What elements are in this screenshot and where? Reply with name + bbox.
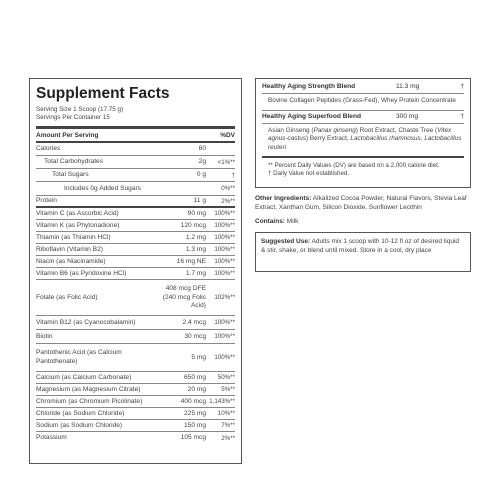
nutrient-table [36,143,235,444]
nutrient-dv: 100%** [214,354,235,362]
nutrient-name: Magnesium (as Magnesium Citrate) [36,385,141,393]
facts-title: Supplement Facts [36,85,170,102]
nutrient-dv: 100%** [214,270,235,278]
footnote-dagger: † Daily Value not established. [268,170,350,178]
nutrient-row [36,396,235,408]
nutrient-row [36,156,235,169]
nutrient-name: Total Sugars [52,171,89,179]
nutrient-row [36,420,235,432]
nutrient-amount: 0 g [196,171,206,179]
nutrient-dv: 2%** [221,197,235,205]
nutrient-amount: 2.4 mcg [182,318,206,326]
nutrient-dv: 100%** [214,246,235,254]
nutrient-name: Biotin [36,332,53,340]
nutrient-name: Chloride (as Sodium Chloride) [36,409,125,417]
other-ingredients-text: Alkalized Cocoa Powder, Natural Flavors, Stevia Leaf Extract, Xanthan Gum, Silicon Dioxide, Sunflower Lecithin [255,195,467,211]
nutrient-dv: 100%** [214,319,235,327]
nutrient-name: Riboflavin (Vitamin B2) [36,245,103,253]
nutrient-dv: 100%** [214,258,235,266]
nutrient-name: Vitamin C (as Ascorbic Acid) [36,209,119,217]
nutrient-row [36,372,235,384]
nutrient-name: Calories [36,145,61,153]
nutrient-row [36,220,235,232]
nutrient-amount: 1.7 mg [185,269,206,277]
header-amount-per-serving: Amount Per Serving [36,132,99,140]
nutrient-name: Potassium [36,434,67,442]
nutrient-dv: 100%** [214,333,235,341]
nutrient-dv: 5%** [221,386,235,394]
nutrient-dv: 100%** [214,234,235,242]
nutrient-row [36,169,235,182]
nutrient-name: Vitamin K (as Phytonadione) [36,221,120,229]
nutrient-amount: 120 mcg [180,221,206,229]
contains-text: Milk [286,218,299,225]
strength-blend-amount: 11.3 mg [396,83,420,90]
nutrient-amount: 650 mg [184,373,206,381]
superfood-blend-amount: 300 mg [396,112,418,120]
nutrient-amount: 225 mg [184,409,206,417]
nutrient-dv: 100%** [214,222,235,230]
nutrient-row [36,344,235,372]
nutrient-dv: 10%** [217,410,235,418]
nutrient-amount: 1.2 mg [185,233,206,241]
nutrient-name: Vitamin B6 (as Pyridoxine HCl) [36,269,127,277]
serving-size: Serving Size 1 Scoop (17.75 g) [36,106,124,113]
nutrient-row [36,143,235,156]
nutrient-name: Calcium (as Calcium Carbonate) [36,373,132,381]
nutrient-amount: 2g [198,158,206,166]
nutrient-name: Protein [36,197,57,205]
nutrient-name: Sodium (as Sodium Chloride) [36,421,123,429]
nutrient-dv: 50%** [217,374,235,382]
nutrient-amount: 408 mcg DFE (240 mcg Folic Acid) [162,285,206,310]
nutrient-name: Includes 0g Added Sugars [64,184,141,192]
nutrient-name: Niacin (as Niacinamide) [36,257,106,265]
nutrient-dv: † [231,171,235,179]
nutrient-row [36,384,235,396]
nutrient-row [36,182,235,196]
footnote-dv: ** Percent Daily Values (DV) are based on a 2,000 calorie diet. [268,162,440,169]
nutrient-row [36,408,235,420]
nutrient-row [36,256,235,268]
nutrient-amount: 90 mg [187,209,206,217]
nutrient-name: Thiamin (as Thiamin HCl) [36,233,111,241]
nutrient-amount: 105 mcg [180,434,206,442]
suggested-use-text: Adults mix 1 scoop with 10-12 fl oz of desired liquid & stir, shake, or blend until mixed. Store in a cool, dry place [261,238,459,254]
facts-header [36,129,235,141]
blend-panel [255,78,471,188]
contains [255,218,298,225]
strength-blend-description: Bovine Collagen Peptides (Grass-Fed), Whey Protein Concentrate [268,97,456,104]
nutrient-dv: 100%** [214,210,235,218]
nutrient-name: Vitamin B12 (as Cyanocobalamin) [36,318,136,326]
nutrient-row [36,330,235,344]
nutrient-row [36,316,235,330]
contains-label: Contains: [255,218,285,225]
nutrient-dv: 1,143%** [209,398,235,406]
nutrient-name: Chromium (as Chromium Picolinate) [36,397,143,405]
nutrient-row [36,244,235,256]
superfood-blend-row [262,111,464,123]
strength-blend-mark: † [460,83,464,90]
superfood-blend-description: Asian Ginseng (Panax ginseng) Root Extract, Chaste Tree (Vitex agnus-castus) Berry Extract, Lactobacillus rhamnosus, Lactobacillus reuteri [268,126,462,151]
nutrient-row [36,208,235,220]
nutrient-amount: 16 mg NE [176,257,206,265]
nutrient-dv: <1%** [217,158,235,166]
nutrient-dv: 2%** [221,434,235,442]
nutrient-name: Pantothenic Acid (as Calcium Pantothenate) [36,349,122,365]
other-ingredients-label: Other Ingredients: [255,195,312,202]
nutrient-amount: 150 mg [184,421,206,429]
nutrient-row [36,280,235,316]
superfood-blend-mark: † [460,112,464,120]
strength-blend-row [262,81,464,93]
nutrient-amount: 1.3 mg [185,245,206,253]
suggested-use-label: Suggested Use: [261,238,311,245]
nutrient-row [36,432,235,444]
nutrient-amount: 5 mg [191,353,206,361]
supplement-facts-panel [29,78,242,464]
nutrient-amount: 11 g [193,197,206,205]
header-dv: %DV [220,132,235,140]
suggested-use-box [255,232,471,272]
strength-blend-name: Healthy Aging Strength Blend [262,83,356,90]
nutrient-dv: 102%** [214,294,235,302]
nutrient-amount: 400 mcg [180,397,206,405]
nutrient-name: Total Carbohydrates [44,158,104,166]
nutrient-name: Folate (as Folic Acid) [36,293,98,301]
servings-per-container: Servings Per Container 15 [36,114,110,122]
nutrient-row [36,196,235,208]
nutrient-row [36,268,235,280]
other-ingredients [255,195,471,212]
nutrient-amount: 20 mg [187,385,206,393]
nutrient-amount: 30 mcg [184,332,206,340]
nutrient-amount: 60 [198,145,206,153]
nutrient-dv: 7%** [221,422,235,430]
nutrient-dv: 0%** [221,185,235,193]
nutrient-row [36,232,235,244]
superfood-blend-name: Healthy Aging Superfood Blend [262,112,362,120]
